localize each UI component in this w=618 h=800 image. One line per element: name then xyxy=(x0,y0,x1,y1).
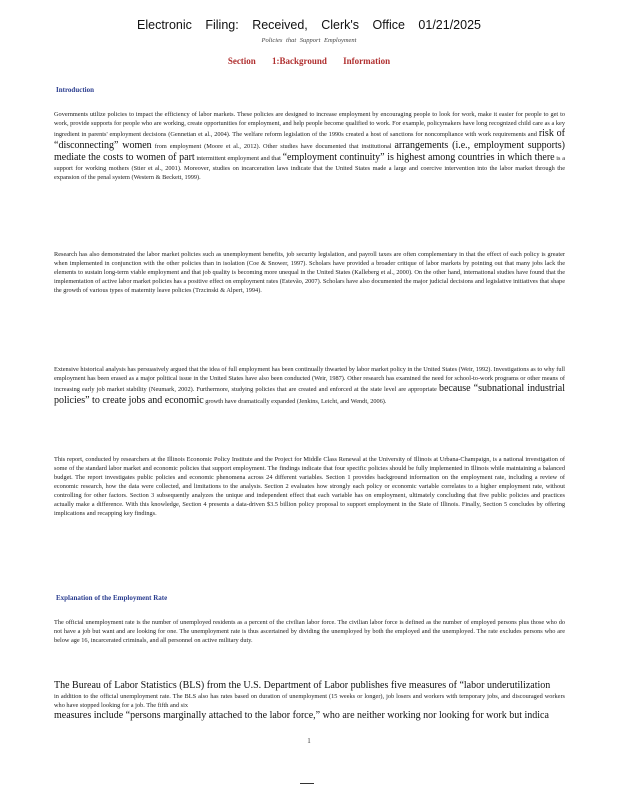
explanation-p2-large-1: The Bureau of Labor Statistics (BLS) from the U.S. Department of Labor publishes five measures of “labor underutilization xyxy=(54,680,551,691)
explanation-paragraph-2 xyxy=(54,680,618,722)
explanation-paragraph-1: The official unemployment rate is the number of unemployed residents as a percent of the civilian labor force. The civilian labor force is defined as the number of employed persons plus those who do not have a job but want and are looking for one. The unemployment rate is thus ascertained by dividing the unemployed by both the employed and the unemployed. The rate excludes persons who are below age 16, incarcerated criminals, and all personnel on active military duty. xyxy=(54,619,565,644)
explanation-p2-text: in addition to the official unemployment rate. The BLS also has rates based on duration of unemployment (15 weeks or longer), job losers and workers with temporary jobs, and discouraged workers who have stopped looking for a job. The fifth and six xyxy=(54,693,565,709)
filing-stamp: Electronic Filing: Received, Clerk's Office 01/21/2025 xyxy=(137,18,481,32)
intro-paragraph-1 xyxy=(54,110,565,182)
footer-rule xyxy=(300,783,314,784)
intro-p1-text-3: intermittent employment and that xyxy=(196,155,281,162)
explanation-heading: Explanation of the Employment Rate xyxy=(56,594,168,602)
running-title: Policies that Support Employment xyxy=(261,37,357,44)
introduction-heading: Introduction xyxy=(56,86,94,94)
intro-p3-large: because “subnational industrial policies” to create jobs and economic xyxy=(54,383,565,406)
intro-p1-large-1: risk of “disconnecting” women xyxy=(54,128,565,151)
intro-p1-text-2: from employment (Moore et al., 2012). Other studies have documented that institutional xyxy=(154,143,392,150)
intro-p1-large-3: “employment continuity” is highest among countries in which there xyxy=(282,152,555,163)
intro-paragraph-4: This report, conducted by researchers at the Illinois Economic Policy Institute and the Project for Middle Class Renewal at the University of Illinois at Urbana-Champaign, is a national investigation of some of the standard labor market and economic policies that support employment. The findings indicate that four specific policies should be fully implemented in Illinois while maintaining a balanced budget. The report investigates public policies and economic phenomena across 24 different variables. Section 1 provides background information on the employment rate, including a review of economic research, how the data were collected, and limitations to the analysis. Section 2 evaluates how strongly each policy or economic variable correlates to a higher employment rate, without controlling for other factors. Section 3 subsequently analyzes the unique and independent effect that each variable has on employment, ultimately concluding that five public policies and practices actually make a difference. With this knowledge, Section 4 presents a data-driven $3.5 billion policy proposal to support employment in the State of Illinois. Finally, Section 5 concludes by offering implications and recapping key findings. xyxy=(54,456,565,517)
page-number: 1 xyxy=(307,737,311,745)
section-title: Section 1:Background Information xyxy=(227,56,391,66)
intro-paragraph-2: Research has also demonstrated the labor market policies such as unemployment benefits, job security legislation, and payroll taxes are often complementary in that the effect of each policy is greater when implemented in conjunction with the other policies than in isolation (Coe & Snower, 1997). Scholars have provided a broader critique of labor markets by pointing out that many jobs lack the elements to sustain long-term viable employment and that job quality is becoming more unequal in the United States (Kalleberg et al., 2000). On the other hand, international studies have found that the implementation of active labor market policies has a positive effect on employment rates (Estevão, 2007). Scholars have also documented the major judicial decisions and legislative initiatives that shape the growth of various types of maternity leave policies (Trzcinski & Alpert, 1994). xyxy=(54,251,565,294)
intro-p1-large-2: arrangements (i.e., employment supports) mediate the costs to women of part xyxy=(54,140,566,163)
intro-p3-text-2: growth have dramatically expanded (Jenkins, Leicht, and Wendt, 2006). xyxy=(205,398,387,405)
explanation-p2-large-2: measures include “persons marginally attached to the labor force,” who are neither working nor looking for work but indica xyxy=(54,710,549,721)
intro-p1-text-4: is a support for working mothers (Stier et al., 2001). Moreover, studies on incarceration laws indicate that the United States made a large and coercive intervention into the labor market through the expansion of the penal system (Western & Beckett, 1999). xyxy=(54,155,565,181)
intro-p1-text: Governments utilize policies to impact the efficiency of labor markets. These policies are designed to increase employment by encouraging people to look for work, make it easier for people to get to work, provide supports for people who are working, create opportunities for employment, and help people become qualified to work. For example, policymakers have long recognized child care as a key ingredient in parents' employment decisions (Gennetian et al., 2004). The welfare reform legislation of the 1990s created a host of sanctions for noncompliance with work requirements and xyxy=(54,111,565,138)
intro-p3-text: Extensive historical analysis has persuasively argued that the idea of full employment has been continually thwarted by labor market policy in the United States (Weir, 1992). Investigations as to why full employment has been erased as a major political issue in the United States have also been conducted (Weir, 1987). Other research has examined the need for school-to-work programs or other means of increasing early job market stability (Neumark, 2002). Furthermore, studying policies that are created and enforced at the state level are appropriate xyxy=(54,366,565,393)
intro-paragraph-3 xyxy=(54,365,565,407)
